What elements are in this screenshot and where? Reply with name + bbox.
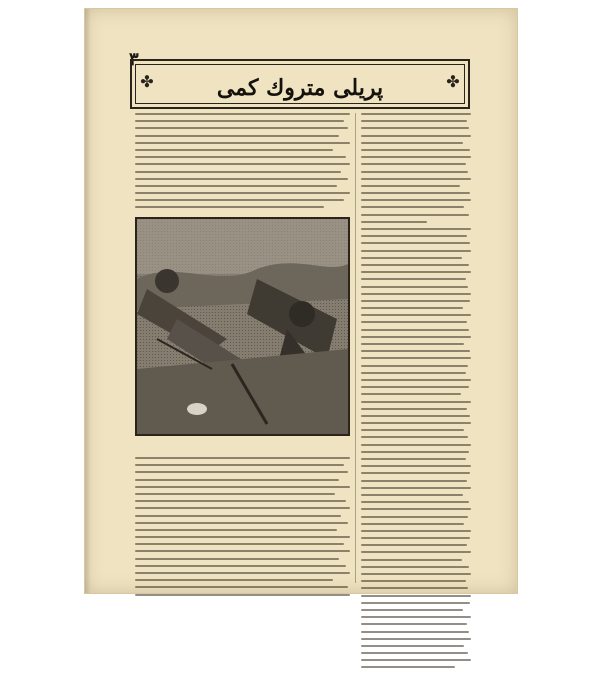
article-header-box <box>130 59 470 109</box>
page-number: ٣ <box>129 49 139 70</box>
text-column-right <box>361 113 471 674</box>
illustration-caption <box>135 441 350 451</box>
page-fold-shadow <box>85 9 91 593</box>
header-ornament-right-icon: ✤ <box>446 72 460 91</box>
magazine-page <box>84 8 518 594</box>
article-title: پريلى متروك كمى <box>216 75 384 101</box>
text-column-bottom-left <box>135 457 350 601</box>
article-illustration <box>135 217 350 436</box>
illustration-scene-image <box>137 219 348 434</box>
header-ornament-left-icon: ✤ <box>140 72 154 91</box>
column-divider <box>355 113 356 583</box>
text-column-top-left <box>135 113 350 214</box>
